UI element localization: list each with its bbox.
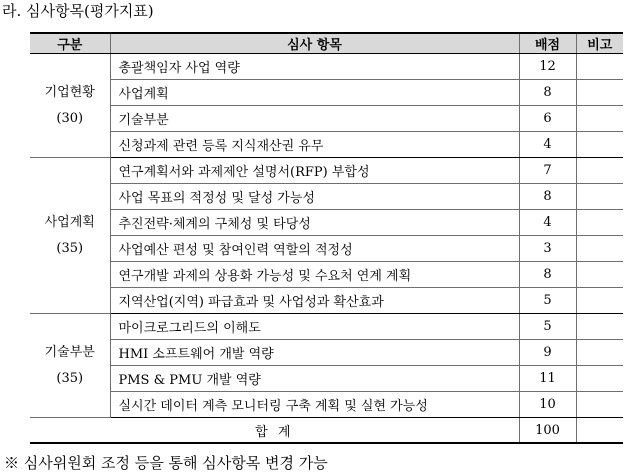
table-row [30, 288, 623, 314]
note-cell [576, 236, 623, 262]
score-cell: 11 [519, 366, 576, 392]
note-cell [576, 210, 623, 236]
total-note [576, 418, 623, 444]
item-cell: 사업예산 편성 및 참여인력 역할의 적정성 [110, 236, 519, 262]
header-item: 심사 항목 [110, 33, 519, 54]
score-cell: 3 [519, 236, 576, 262]
note-cell [576, 366, 623, 392]
category-cell [30, 158, 110, 314]
note-cell [576, 158, 623, 184]
score-cell: 7 [519, 158, 576, 184]
item-cell: 실시간 데이터 계측 모니터링 구축 계획 및 실현 가능성 [110, 392, 519, 418]
table-header-row [30, 33, 623, 54]
score-cell: 6 [519, 106, 576, 132]
header-score: 배점 [519, 33, 576, 54]
score-cell: 8 [519, 80, 576, 106]
category-cell [30, 54, 110, 158]
score-cell: 4 [519, 132, 576, 158]
table-row [30, 80, 623, 106]
table-row [30, 54, 623, 80]
total-score: 100 [519, 418, 576, 444]
note-cell [576, 54, 623, 80]
header-note: 비고 [576, 33, 623, 54]
score-cell: 5 [519, 314, 576, 340]
category-points: (35) [56, 240, 84, 256]
score-cell: 8 [519, 184, 576, 210]
score-cell: 8 [519, 262, 576, 288]
score-cell: 12 [519, 54, 576, 80]
category-points: (35) [56, 370, 84, 386]
table-row [30, 366, 623, 392]
category-name: 사업계획 [44, 214, 95, 230]
table-row [30, 132, 623, 158]
total-label: 합 계 [30, 418, 519, 444]
note-cell [576, 106, 623, 132]
item-cell: 연구계획서와 과제제안 설명서(RFP) 부합성 [110, 158, 519, 184]
item-cell: HMI 소프트웨어 개발 역량 [110, 340, 519, 366]
category-points: (30) [56, 110, 84, 126]
total-row [30, 418, 623, 444]
table-row [30, 340, 623, 366]
item-cell: 신청과제 관련 등록 지식재산권 유무 [110, 132, 519, 158]
score-cell: 4 [519, 210, 576, 236]
item-cell: 사업계획 [110, 80, 519, 106]
category-cell [30, 314, 110, 418]
item-cell: 총괄책임자 사업 역량 [110, 54, 519, 80]
score-cell: 9 [519, 340, 576, 366]
table-row [30, 262, 623, 288]
item-cell: 마이크로그리드의 이해도 [110, 314, 519, 340]
category-name: 기술부분 [44, 344, 95, 360]
item-cell: 사업 목표의 적정성 및 달성 가능성 [110, 184, 519, 210]
table-row [30, 210, 623, 236]
header-category: 구분 [30, 33, 110, 54]
table-row [30, 236, 623, 262]
note-cell [576, 392, 623, 418]
item-cell: 연구개발 과제의 상용화 가능성 및 수요처 연계 계획 [110, 262, 519, 288]
item-cell: PMS & PMU 개발 역량 [110, 366, 519, 392]
table-row [30, 314, 623, 340]
item-cell: 추진전략·체계의 구체성 및 타당성 [110, 210, 519, 236]
note-cell [576, 340, 623, 366]
table-row [30, 158, 623, 184]
note-cell [576, 262, 623, 288]
item-cell: 기술부분 [110, 106, 519, 132]
footnote: ※ 심사위원회 조정 등을 통해 심사항목 변경 가능 [4, 454, 328, 472]
table-row [30, 392, 623, 418]
note-cell [576, 80, 623, 106]
score-cell: 10 [519, 392, 576, 418]
note-cell [576, 184, 623, 210]
table-row [30, 106, 623, 132]
section-heading: 라. 심사항목(평가지표) [2, 2, 154, 20]
note-cell [576, 288, 623, 314]
table-row [30, 184, 623, 210]
item-cell: 지역산업(지역) 파급효과 및 사업성과 확산효과 [110, 288, 519, 314]
category-name: 기업현황 [44, 84, 95, 100]
evaluation-table [30, 32, 623, 444]
note-cell [576, 314, 623, 340]
note-cell [576, 132, 623, 158]
score-cell: 5 [519, 288, 576, 314]
